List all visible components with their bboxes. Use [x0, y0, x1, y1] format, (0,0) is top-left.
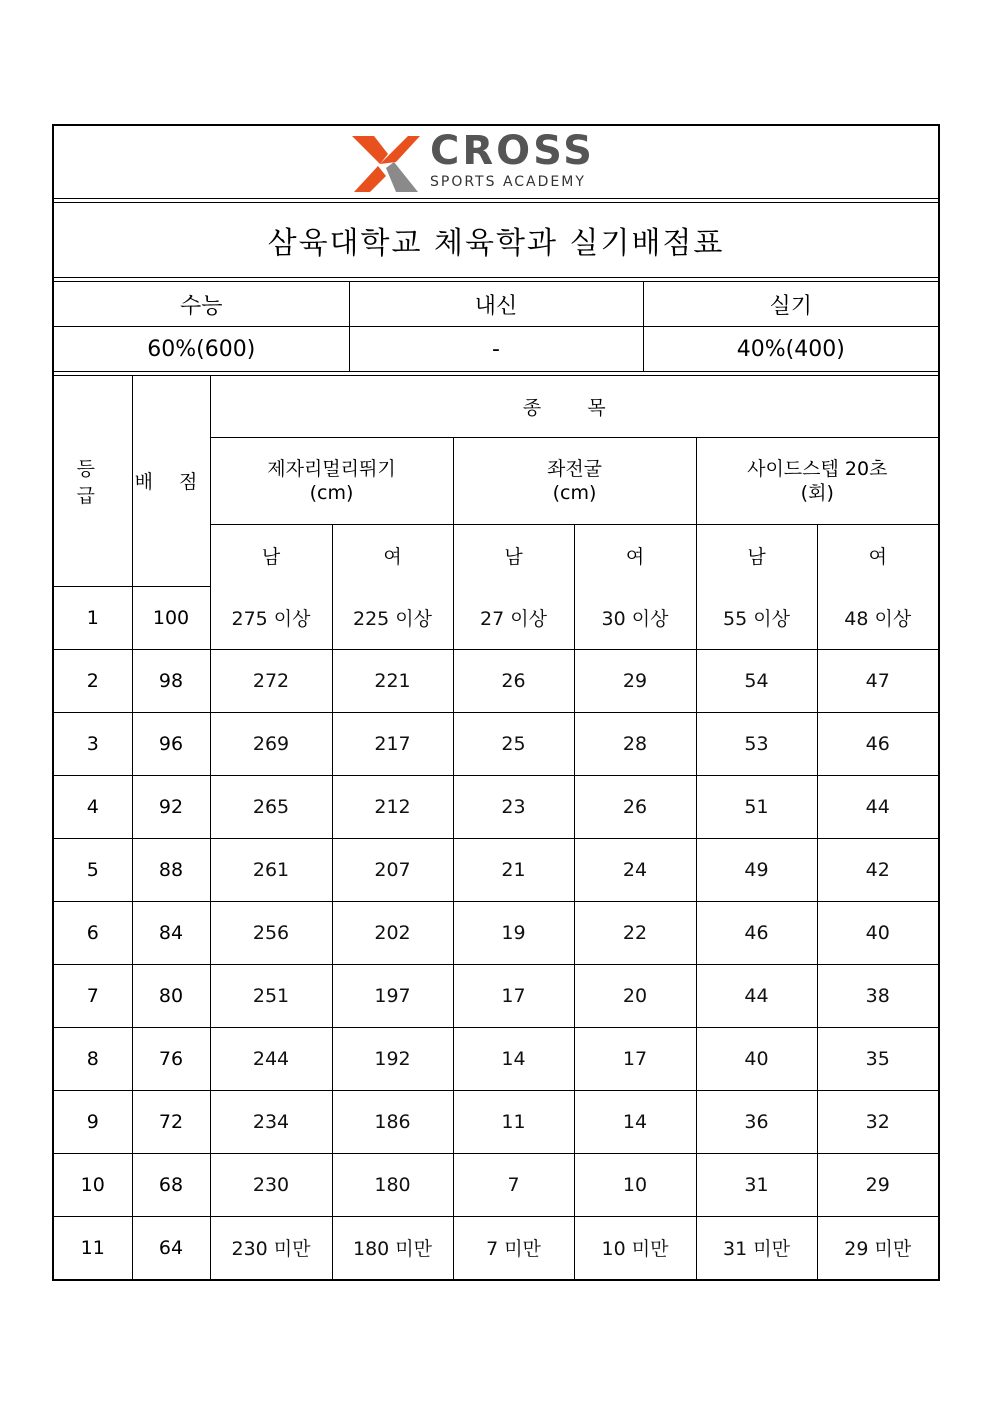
value-cell: 7 미만 — [453, 1216, 574, 1279]
value-cell: 36 — [696, 1090, 817, 1153]
score-cell: 68 — [132, 1153, 210, 1216]
ratio-value-cell: 40%(400) — [643, 327, 938, 372]
value-cell: 40 — [817, 901, 938, 964]
event-header — [696, 438, 938, 525]
table-row — [54, 901, 938, 964]
value-cell: 26 — [574, 775, 696, 838]
value-cell: 22 — [574, 901, 696, 964]
score-header: 배 점 — [132, 376, 210, 586]
table-row — [54, 1153, 938, 1216]
value-cell: 207 — [332, 838, 453, 901]
event-header — [453, 438, 696, 525]
table-row — [54, 838, 938, 901]
value-cell: 17 — [453, 964, 574, 1027]
value-cell: 47 — [817, 649, 938, 712]
value-cell: 230 미만 — [210, 1216, 332, 1279]
score-cell: 98 — [132, 649, 210, 712]
value-cell: 29 미만 — [817, 1216, 938, 1279]
ratio-header-cell: 실기 — [643, 282, 938, 327]
value-cell: 40 — [696, 1027, 817, 1090]
gender-header: 남 — [696, 525, 817, 587]
value-cell: 17 — [574, 1027, 696, 1090]
value-cell: 251 — [210, 964, 332, 1027]
score-cell: 76 — [132, 1027, 210, 1090]
table-row — [54, 1027, 938, 1090]
score-sheet — [52, 124, 940, 1281]
value-cell: 180 — [332, 1153, 453, 1216]
value-cell: 25 — [453, 712, 574, 775]
cross-logo — [350, 128, 640, 194]
value-cell: 26 — [453, 649, 574, 712]
grade-cell: 1 — [54, 586, 132, 649]
value-cell: 20 — [574, 964, 696, 1027]
page-title: 삼육대학교 체육학과 실기배점표 — [54, 202, 938, 278]
table-row — [54, 964, 938, 1027]
grade-table — [54, 376, 938, 1279]
value-cell: 55 이상 — [696, 586, 817, 649]
value-cell: 29 — [574, 649, 696, 712]
ratio-header-row — [54, 282, 938, 327]
value-cell: 44 — [817, 775, 938, 838]
value-cell: 42 — [817, 838, 938, 901]
value-cell: 244 — [210, 1027, 332, 1090]
ratio-header-cell: 수능 — [54, 282, 349, 327]
event-unit: (cm) — [552, 482, 597, 504]
value-cell: 197 — [332, 964, 453, 1027]
value-cell: 24 — [574, 838, 696, 901]
logo-wordmark: CROSS — [430, 128, 595, 174]
grade-cell: 10 — [54, 1153, 132, 1216]
value-cell: 23 — [453, 775, 574, 838]
score-cell: 100 — [132, 586, 210, 649]
value-cell: 11 — [453, 1090, 574, 1153]
value-cell: 269 — [210, 712, 332, 775]
grade-cell: 7 — [54, 964, 132, 1027]
score-cell: 92 — [132, 775, 210, 838]
value-cell: 221 — [332, 649, 453, 712]
value-cell: 28 — [574, 712, 696, 775]
value-cell: 29 — [817, 1153, 938, 1216]
table-row — [54, 712, 938, 775]
value-cell: 225 이상 — [332, 586, 453, 649]
value-cell: 14 — [574, 1090, 696, 1153]
score-cell: 84 — [132, 901, 210, 964]
value-cell: 53 — [696, 712, 817, 775]
table-row — [54, 649, 938, 712]
value-cell: 256 — [210, 901, 332, 964]
logo-header — [54, 126, 938, 199]
event-header — [210, 438, 453, 525]
ratio-section — [54, 281, 938, 372]
event-name: 제자리멀리뛰기 — [267, 458, 396, 480]
value-cell: 31 — [696, 1153, 817, 1216]
value-cell: 186 — [332, 1090, 453, 1153]
value-cell: 265 — [210, 775, 332, 838]
event-name: 좌전굴 — [546, 458, 603, 480]
value-cell: 261 — [210, 838, 332, 901]
value-cell: 31 미만 — [696, 1216, 817, 1279]
value-cell: 27 이상 — [453, 586, 574, 649]
value-cell: 14 — [453, 1027, 574, 1090]
value-cell: 46 — [817, 712, 938, 775]
value-cell: 46 — [696, 901, 817, 964]
value-cell: 30 이상 — [574, 586, 696, 649]
events-header: 종 목 — [210, 376, 938, 438]
ratio-table — [54, 282, 938, 372]
score-cell: 96 — [132, 712, 210, 775]
ratio-header-cell: 내신 — [349, 282, 643, 327]
event-unit: (회) — [800, 482, 834, 504]
grade-cell: 4 — [54, 775, 132, 838]
ratio-value-cell: 60%(600) — [54, 327, 349, 372]
table-row — [54, 1216, 938, 1279]
value-cell: 32 — [817, 1090, 938, 1153]
value-cell: 38 — [817, 964, 938, 1027]
value-cell: 44 — [696, 964, 817, 1027]
value-cell: 230 — [210, 1153, 332, 1216]
score-cell: 80 — [132, 964, 210, 1027]
table-row — [54, 1090, 938, 1153]
value-cell: 192 — [332, 1027, 453, 1090]
value-cell: 48 이상 — [817, 586, 938, 649]
event-name: 사이드스텝 20초 — [747, 458, 888, 480]
value-cell: 51 — [696, 775, 817, 838]
gender-header: 여 — [332, 525, 453, 587]
logo-tagline: SPORTS ACADEMY — [430, 174, 586, 190]
grade-cell: 5 — [54, 838, 132, 901]
grade-cell: 11 — [54, 1216, 132, 1279]
value-cell: 35 — [817, 1027, 938, 1090]
value-cell: 217 — [332, 712, 453, 775]
score-cell: 72 — [132, 1090, 210, 1153]
gender-header: 여 — [817, 525, 938, 587]
value-cell: 7 — [453, 1153, 574, 1216]
grade-section — [54, 375, 938, 1279]
value-cell: 49 — [696, 838, 817, 901]
value-cell: 21 — [453, 838, 574, 901]
grade-cell: 3 — [54, 712, 132, 775]
value-cell: 275 이상 — [210, 586, 332, 649]
table-row — [54, 586, 938, 649]
gender-header: 남 — [210, 525, 332, 587]
cross-x-mark-icon — [350, 132, 420, 194]
gender-header: 남 — [453, 525, 574, 587]
value-cell: 10 미만 — [574, 1216, 696, 1279]
grade-cell: 6 — [54, 901, 132, 964]
table-row — [54, 775, 938, 838]
value-cell: 19 — [453, 901, 574, 964]
gender-header: 여 — [574, 525, 696, 587]
value-cell: 212 — [332, 775, 453, 838]
grade-cell: 9 — [54, 1090, 132, 1153]
ratio-value-row — [54, 327, 938, 372]
event-unit: (cm) — [309, 482, 354, 504]
grade-cell: 2 — [54, 649, 132, 712]
value-cell: 202 — [332, 901, 453, 964]
score-cell: 64 — [132, 1216, 210, 1279]
value-cell: 234 — [210, 1090, 332, 1153]
grade-header: 등 급 — [54, 376, 132, 586]
grade-rows — [54, 586, 938, 1279]
value-cell: 10 — [574, 1153, 696, 1216]
value-cell: 54 — [696, 649, 817, 712]
grade-cell: 8 — [54, 1027, 132, 1090]
value-cell: 180 미만 — [332, 1216, 453, 1279]
ratio-value-cell: - — [349, 327, 643, 372]
value-cell: 272 — [210, 649, 332, 712]
score-cell: 88 — [132, 838, 210, 901]
